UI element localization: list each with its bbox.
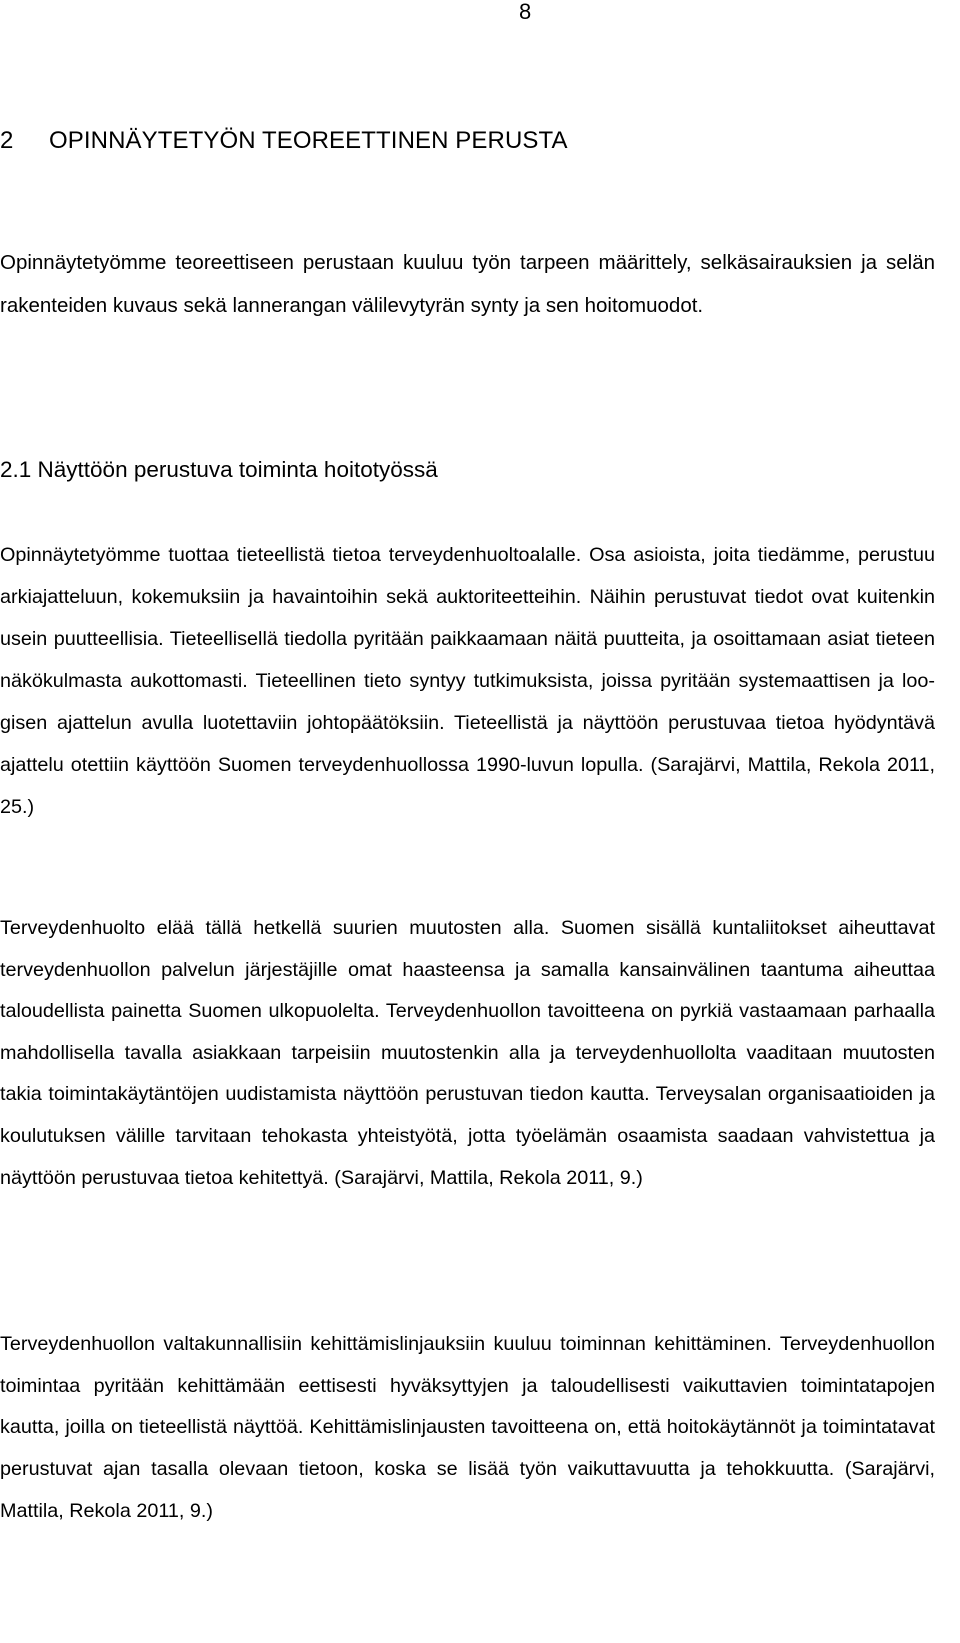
section-heading: 2.1 Näyttöön perustuva toiminta hoitotyössä xyxy=(0,457,438,482)
body-paragraph: Terveydenhuolto elää tällä hetkellä suurien muutosten alla. Suomen sisällä kuntaliitokset aiheuttavat terveydenhuollon palvelun järjestäjille omat haasteensa ja samalla kansainvälinen taantuma aiheuttaa taloudellista painetta Suomen ulkopuolelta. Terveydenhuollon tavoitteena on pyrkiä vastaamaan parhaalla mahdollisella tavalla asiakkaan tarpeisiin muutostenkin alla ja terveydenhuollolta vaaditaan muutosten takia toimintakäytäntöjen uudistamista näyttöön perustuvan tiedon kautta. Terveysalan organisaatioiden ja koulutuksen välille tarvitaan tehokasta yhteistyötä, jotta työelämän osaamista saadaan vahvistettua ja näyttöön perustuvaa tietoa kehitettyä. (Sarajärvi, Mattila, Rekola 2011, 9.) xyxy=(0,917,935,1189)
chapter-heading xyxy=(0,126,568,156)
body-paragraph: Terveydenhuollon valtakunnallisiin kehittämislinjauksiin kuuluu toiminnan kehittäminen. Terveydenhuollon toimintaa pyritään kehittämään eettisesti hyväksyttyjen ja taloudellisesti vaikuttavien toimintatapojen kautta, joilla on tieteellistä näyttöä. Kehittämislinjausten tavoitteena on, että hoitokäytännöt ja toimintatavat perustuvat ajan tasalla olevaan tietoon, koska se lisää työn vaikuttavuutta ja tehokkuutta. (Sarajärvi, Mattila, Rekola 2011, 9.) xyxy=(0,1333,935,1522)
intro-paragraph: Opinnäytetyömme teoreettiseen perustaan kuuluu työn tarpeen määrittely, selkäsairauksien ja selän rakenteiden kuvaus sekä lannerangan välilevytyrän synty ja sen hoitomuodot. xyxy=(0,251,935,317)
page-number: 8 xyxy=(519,0,532,24)
body-paragraph: Opinnäytetyömme tuottaa tieteellistä tietoa terveydenhuoltoalalle. Osa asioista, joita tiedämme, perustuu arkiajatteluun, kokemuksiin ja havaintoihin sekä auktoriteetteihin. Näihin perustuvat tiedot ovat kuitenkin usein puutteellisia. Tieteellisellä tiedolla pyritään paikkaamaan näitä puutteita, ja osoittamaan asiat tieteen näkökulmasta aukottomasti. Tieteellinen tieto syntyy tutkimuksista, joissa pyritään systemaattisen ja loogisen ajattelun avulla luotettaviin johtopäätöksiin. Tieteellistä ja näyttöön perustuvaa tietoa hyödyntävä ajattelu otettiin käyttöön Suomen terveydenhuollossa 1990-luvun lopulla. (Sarajärvi, Mattila, Rekola 2011, 25.) xyxy=(0,544,935,818)
chapter-number: 2 xyxy=(0,127,14,154)
chapter-title: OPINNÄYTETYÖN TEOREETTINEN PERUSTA xyxy=(49,127,568,154)
